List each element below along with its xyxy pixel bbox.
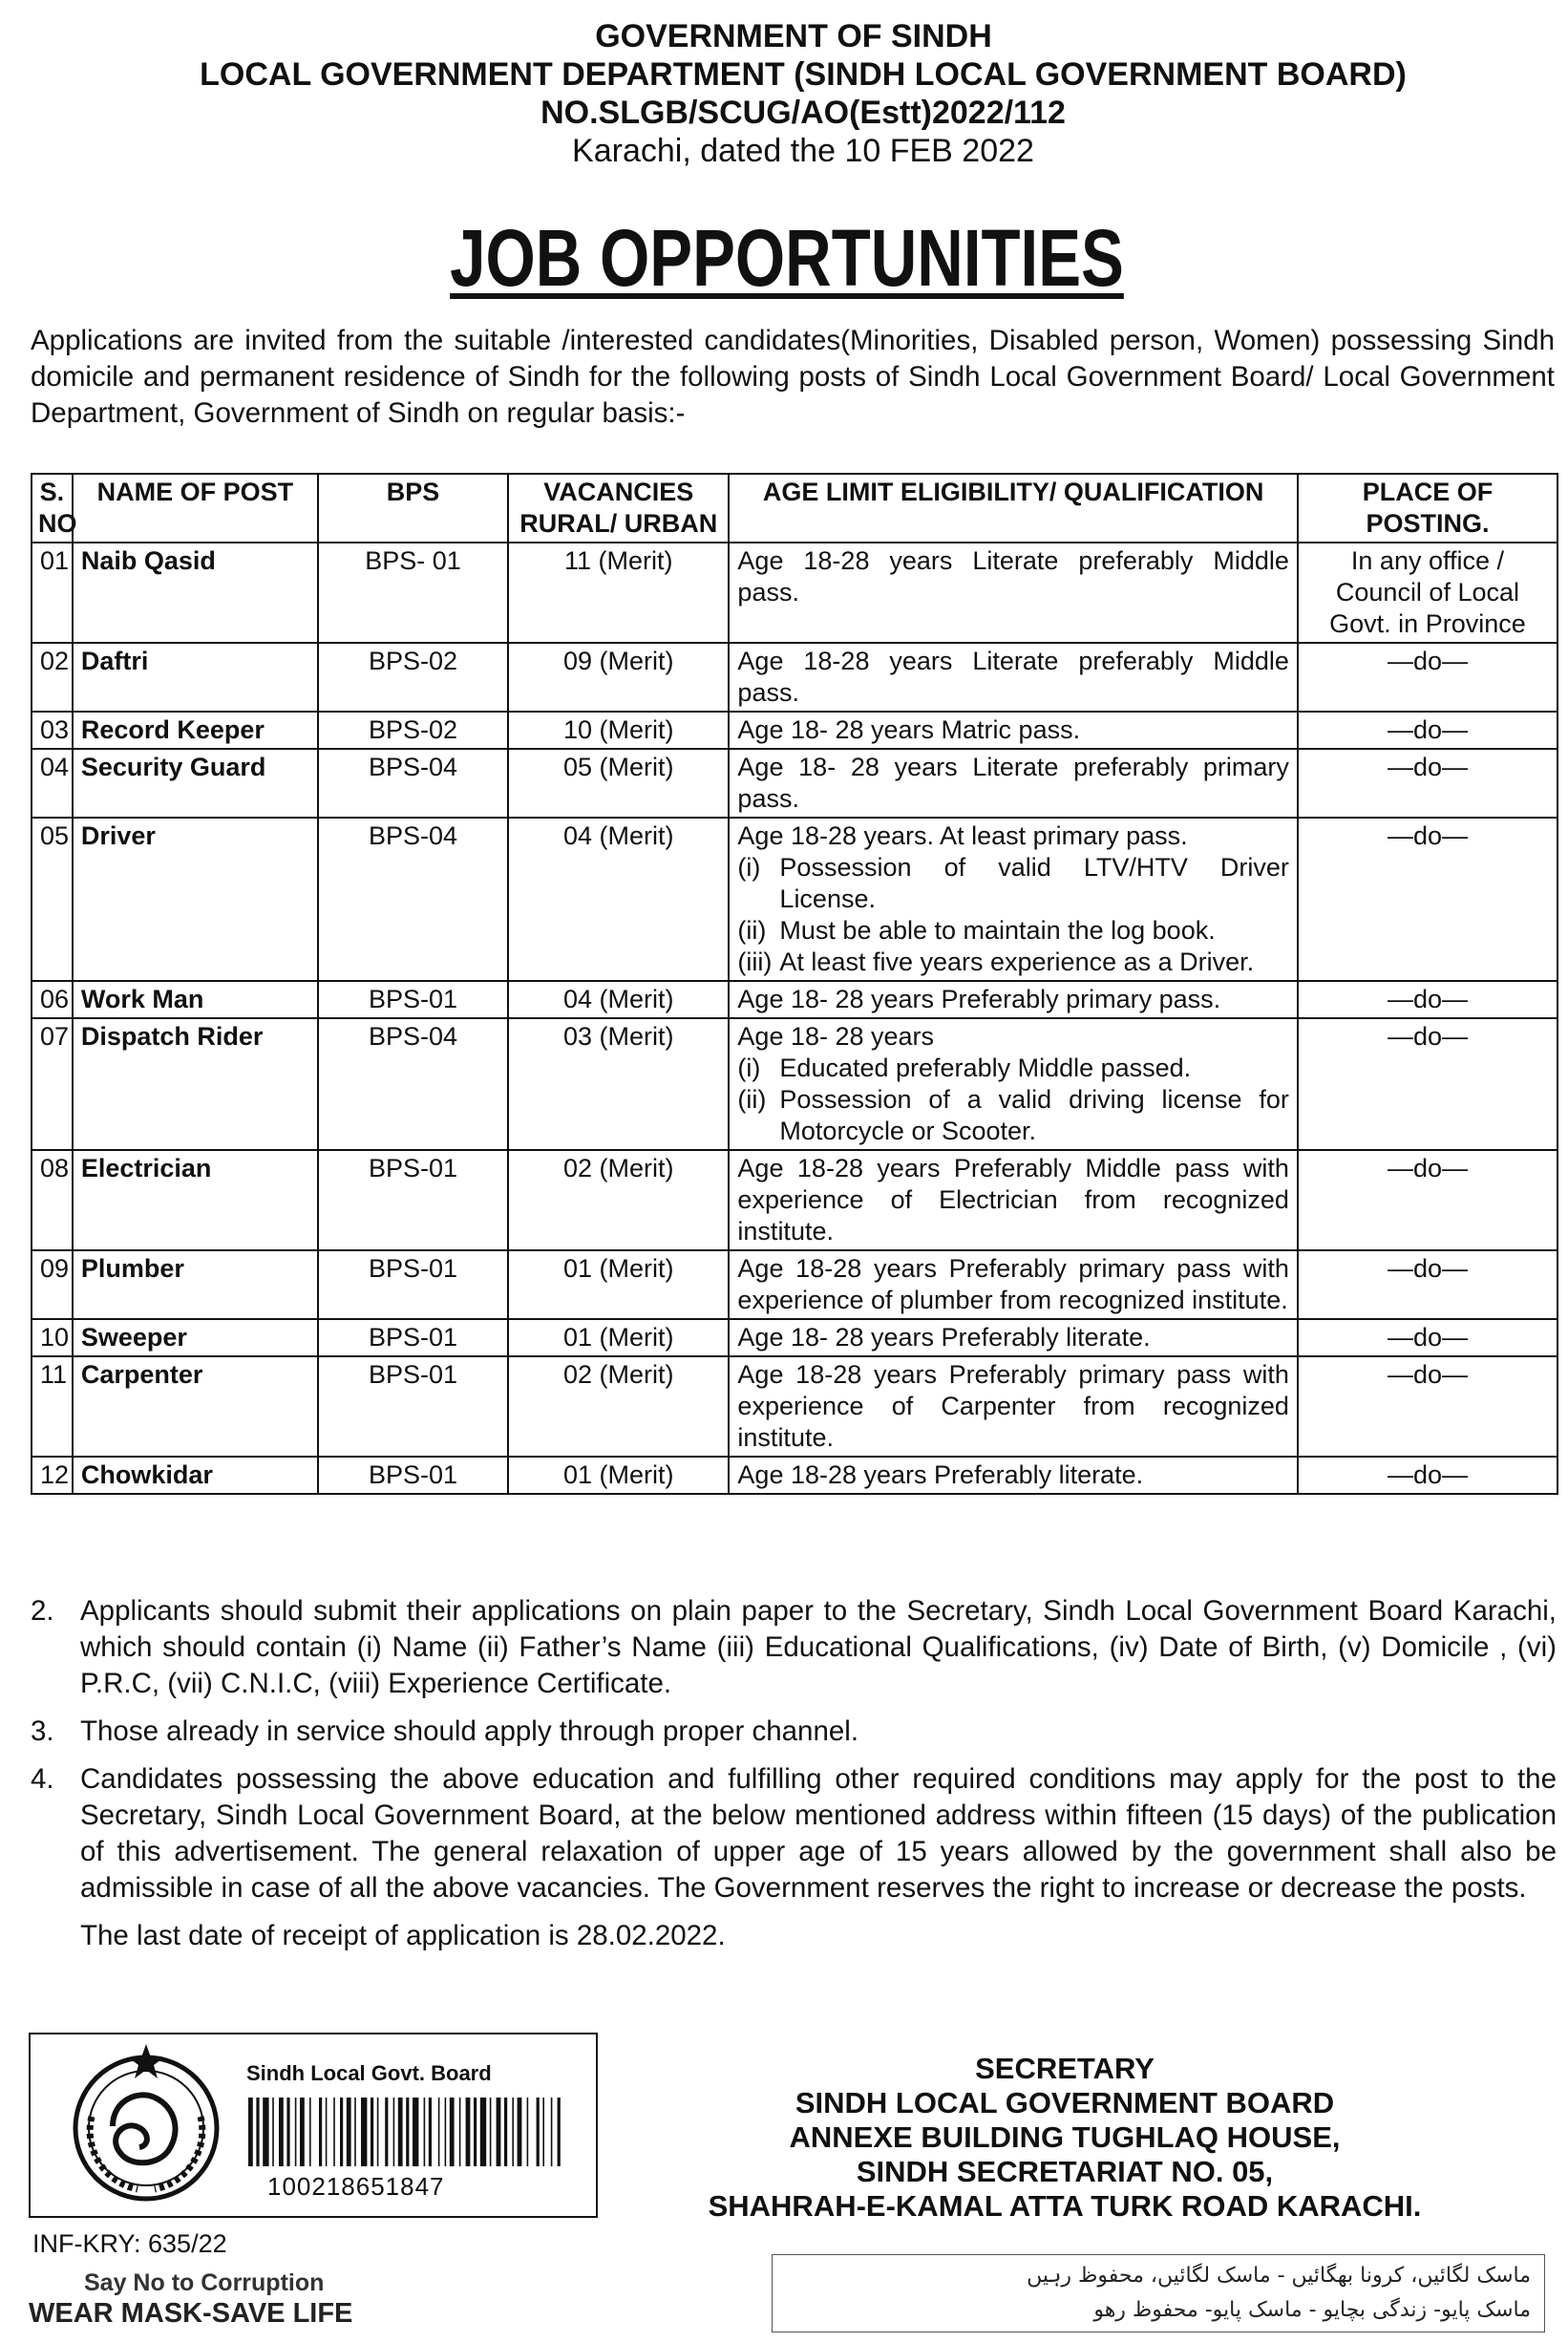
row-bps: BPS-01 — [318, 1150, 508, 1250]
row-bps: BPS-02 — [318, 712, 508, 749]
urdu-slogan-box — [772, 2254, 1545, 2332]
barcode-number: 100218651847 — [267, 2172, 445, 2201]
table-row — [32, 1319, 1557, 1356]
numbered-paragraph — [31, 1761, 1557, 1906]
row-vacancies: 11 (Merit) — [508, 543, 729, 643]
row-vacancies: 01 (Merit) — [508, 1457, 729, 1494]
paragraph-text: Applicants should submit their applications on plain paper to the Secretary, Sindh Local Government Board Karachi, which should contain (i) Name (ii) Father’s Name (iii) Educational Qualifications, (iv) Date of Birth, (v) Domicile , (vi) P.R.C, (vii) C.N.I.C, (viii) Experience Certificate. — [80, 1595, 1557, 1699]
row-post-name: Electrician — [73, 1150, 318, 1250]
row-place-of-posting: —do— — [1298, 818, 1557, 981]
row-sno: 07 — [32, 1018, 73, 1150]
qualification-item-text: Possession of valid LTV/HTV Driver License. — [779, 853, 1289, 913]
header-post-name: NAME OF POST — [73, 474, 318, 543]
qualification-item — [737, 1084, 1289, 1147]
qualification-item-text: Must be able to maintain the log book. — [779, 916, 1216, 945]
row-vacancies: 09 (Merit) — [508, 643, 729, 712]
row-bps: BPS-04 — [318, 818, 508, 981]
row-vacancies: 04 (Merit) — [508, 818, 729, 981]
paragraph-number: 3. — [31, 1715, 54, 1747]
jobs-table-body — [32, 543, 1557, 1494]
row-vacancies: 05 (Merit) — [508, 749, 729, 818]
urdu-slogan-line-2: ماسک پایو- زندگی بچایو - ماسک پایو- محفوظ رھو — [1093, 2298, 1531, 2322]
table-row — [32, 543, 1557, 643]
signature-office: SINDH LOCAL GOVERNMENT BOARD — [795, 2086, 1335, 2119]
row-qualification — [729, 1250, 1298, 1319]
row-post-name: Record Keeper — [73, 712, 318, 749]
header-government: GOVERNMENT OF SINDH — [595, 18, 992, 54]
numbered-paragraphs — [31, 1593, 1557, 1906]
jobs-table — [31, 473, 1558, 1495]
numbered-paragraph — [31, 1593, 1557, 1702]
row-place-of-posting: —do— — [1298, 1457, 1557, 1494]
row-vacancies: 01 (Merit) — [508, 1319, 729, 1356]
corruption-slogan: Say No to Corruption — [84, 2269, 325, 2296]
row-qualification — [729, 1150, 1298, 1250]
header-bps: BPS — [318, 474, 508, 543]
qualification-text: Age 18- 28 years Preferably literate. — [737, 1323, 1151, 1352]
row-sno: 03 — [32, 712, 73, 749]
table-row — [32, 1150, 1557, 1250]
row-place-of-posting: In any office / Council of Local Govt. in Province — [1298, 543, 1557, 643]
row-bps: BPS-02 — [318, 643, 508, 712]
header-reference-number: NO.SLGB/SCUG/AO(Estt)2022/112 — [540, 95, 1066, 131]
qualification-item-marker: (i) — [737, 853, 761, 882]
row-qualification — [729, 749, 1298, 818]
qualification-text: Age 18-28 years Literate preferably Middle pass. — [737, 546, 1289, 607]
row-qualification — [729, 543, 1298, 643]
numbered-paragraph — [31, 1714, 1557, 1750]
row-post-name: Work Man — [73, 981, 318, 1018]
signature-road: SHAHRAH-E-KAMAL ATTA TURK ROAD KARACHI. — [708, 2189, 1422, 2223]
row-place-of-posting: —do— — [1298, 981, 1557, 1018]
table-row — [32, 712, 1557, 749]
qualification-text: Age 18-28 years Literate preferably Middle pass. — [737, 647, 1289, 707]
row-sno: 01 — [32, 543, 73, 643]
row-place-of-posting: —do— — [1298, 749, 1557, 818]
stamp-label: Sindh Local Govt. Board — [246, 2061, 492, 2085]
signature-building: ANNEXE BUILDING TUGHLAQ HOUSE, — [789, 2120, 1341, 2154]
row-post-name: Chowkidar — [73, 1457, 318, 1494]
header-date: Karachi, dated the 10 FEB 2022 — [572, 133, 1034, 169]
qualification-text: Age 18-28 years Preferably Middle pass with experience of Electrician from recognized institute. — [737, 1154, 1289, 1246]
table-header-row — [32, 474, 1557, 543]
row-post-name: Naib Qasid — [73, 543, 318, 643]
row-post-name: Daftri — [73, 643, 318, 712]
row-bps: BPS-01 — [318, 981, 508, 1018]
qualification-item-marker: (i) — [737, 1054, 761, 1082]
row-place-of-posting: —do— — [1298, 1018, 1557, 1150]
row-qualification — [729, 1018, 1298, 1150]
signature-title: SECRETARY — [975, 2052, 1155, 2085]
qualification-text: Age 18-28 years Preferably primary pass with experience of Carpenter from recognized institute. — [737, 1360, 1289, 1452]
row-place-of-posting: —do— — [1298, 1356, 1557, 1457]
qualification-item — [737, 852, 1289, 915]
barcode-icon — [246, 2098, 567, 2166]
row-sno: 02 — [32, 643, 73, 712]
row-vacancies: 04 (Merit) — [508, 981, 729, 1018]
row-post-name: Security Guard — [73, 749, 318, 818]
row-post-name: Driver — [73, 818, 318, 981]
qualification-text: Age 18- 28 years Matric pass. — [737, 715, 1081, 744]
row-qualification — [729, 712, 1298, 749]
row-qualification — [729, 1457, 1298, 1494]
row-vacancies: 02 (Merit) — [508, 1150, 729, 1250]
qualification-item-text: Possession of a valid driving license for Motorcycle or Scooter. — [779, 1085, 1289, 1145]
row-post-name: Dispatch Rider — [73, 1018, 318, 1150]
row-post-name: Carpenter — [73, 1356, 318, 1457]
signature-block — [649, 2052, 1480, 2224]
row-qualification — [729, 818, 1298, 981]
qualification-text: Age 18- 28 years Preferably primary pass. — [737, 985, 1221, 1013]
row-bps: BPS-01 — [318, 1250, 508, 1319]
table-row — [32, 1356, 1557, 1457]
instructions — [31, 1593, 1557, 1954]
row-sno: 08 — [32, 1150, 73, 1250]
sindh-government-seal-icon — [63, 2040, 229, 2206]
row-sno: 11 — [32, 1356, 73, 1457]
signature-secretariat: SINDH SECRETARIAT NO. 05, — [856, 2155, 1274, 2188]
last-date: The last date of receipt of application is 28.02.2022. — [80, 1920, 726, 1951]
row-place-of-posting: —do— — [1298, 1319, 1557, 1356]
table-row — [32, 1457, 1557, 1494]
table-row — [32, 749, 1557, 818]
qualification-item-marker: (ii) — [737, 916, 767, 945]
qualification-item — [737, 915, 1289, 947]
header-place: PLACE OF POSTING. — [1298, 474, 1557, 543]
row-place-of-posting: —do— — [1298, 643, 1557, 712]
row-vacancies: 02 (Merit) — [508, 1356, 729, 1457]
row-bps: BPS-04 — [318, 749, 508, 818]
inf-number: INF-KRY: 635/22 — [32, 2229, 227, 2258]
header-sno: S. NO — [32, 474, 73, 543]
row-vacancies: 10 (Merit) — [508, 712, 729, 749]
table-row — [32, 643, 1557, 712]
paragraph-number: 2. — [31, 1595, 54, 1627]
row-bps: BPS-01 — [318, 1356, 508, 1457]
paragraph-number: 4. — [31, 1763, 54, 1795]
row-sno: 04 — [32, 749, 73, 818]
row-qualification — [729, 1356, 1298, 1457]
table-row — [32, 818, 1557, 981]
header-department: LOCAL GOVERNMENT DEPARTMENT (SINDH LOCAL GOVERNMENT BOARD) — [200, 56, 1407, 93]
row-bps: BPS-04 — [318, 1018, 508, 1150]
row-place-of-posting: —do— — [1298, 1150, 1557, 1250]
qualification-item-marker: (iii) — [737, 948, 773, 976]
table-row — [32, 981, 1557, 1018]
qualification-text: Age 18- 28 years — [737, 1022, 935, 1051]
row-sno: 10 — [32, 1319, 73, 1356]
qualification-text: Age 18- 28 years Literate preferably primary pass. — [737, 753, 1289, 813]
row-place-of-posting: —do— — [1298, 712, 1557, 749]
row-sno: 05 — [32, 818, 73, 981]
qualification-item-text: Educated preferably Middle passed. — [779, 1054, 1192, 1082]
paragraph-text: Candidates possessing the above education and fulfilling other required conditions may apply for the post to the Secretary, Sindh Local Government Board, at the below mentioned address within fifteen (15 days) of the publication of this advertisement. The general relaxation of upper age of 15 years allowed by the government shall also be admissible in case of all the above vacancies. The Government reserves the right to increase or decrease the posts. — [80, 1763, 1557, 1904]
row-bps: BPS-01 — [318, 1457, 508, 1494]
qualification-text: Age 18-28 years Preferably primary pass with experience of plumber from recognized institute. — [737, 1254, 1289, 1314]
row-bps: BPS- 01 — [318, 543, 508, 643]
qualification-item — [737, 947, 1289, 978]
qualification-item — [737, 1053, 1289, 1084]
qualification-item-text: At least five years experience as a Driver. — [779, 948, 1255, 976]
table-row — [32, 1250, 1557, 1319]
mask-slogan: WEAR MASK-SAVE LIFE — [29, 2298, 353, 2329]
row-post-name: Plumber — [73, 1250, 318, 1319]
row-bps: BPS-01 — [318, 1319, 508, 1356]
row-sno: 06 — [32, 981, 73, 1018]
row-qualification — [729, 1319, 1298, 1356]
row-place-of-posting: —do— — [1298, 1250, 1557, 1319]
qualification-text: Age 18-28 years Preferably literate. — [737, 1460, 1144, 1489]
page-title: JOB OPPORTUNITIES — [450, 213, 1124, 303]
header-qualification: AGE LIMIT ELIGIBILITY/ QUALIFICATION — [729, 474, 1298, 543]
row-qualification — [729, 643, 1298, 712]
header-block — [0, 17, 1568, 170]
row-qualification — [729, 981, 1298, 1018]
row-vacancies: 01 (Merit) — [508, 1250, 729, 1319]
qualification-text: Age 18-28 years. At least primary pass. — [737, 821, 1188, 850]
qualification-item-marker: (ii) — [737, 1085, 767, 1114]
row-vacancies: 03 (Merit) — [508, 1018, 729, 1150]
paragraph-text: Those already in service should apply through proper channel. — [80, 1715, 859, 1747]
row-sno: 12 — [32, 1457, 73, 1494]
row-post-name: Sweeper — [73, 1319, 318, 1356]
header-vacancies: VACANCIES RURAL/ URBAN — [508, 474, 729, 543]
table-row — [32, 1018, 1557, 1150]
row-sno: 09 — [32, 1250, 73, 1319]
intro-paragraph: Applications are invited from the suitable /interested candidates(Minorities, Disabled person, Women) possessing Sindh domicile and permanent residence of Sindh for the following posts of Sindh Local Government Board/ Local Government Department, Government of Sindh on regular basis:- — [31, 325, 1555, 429]
urdu-slogan-line-1: ماسک لگائیں، کرونا بھگائیں - ماسک لگائیں، محفوظ رہیں — [1027, 2264, 1531, 2288]
